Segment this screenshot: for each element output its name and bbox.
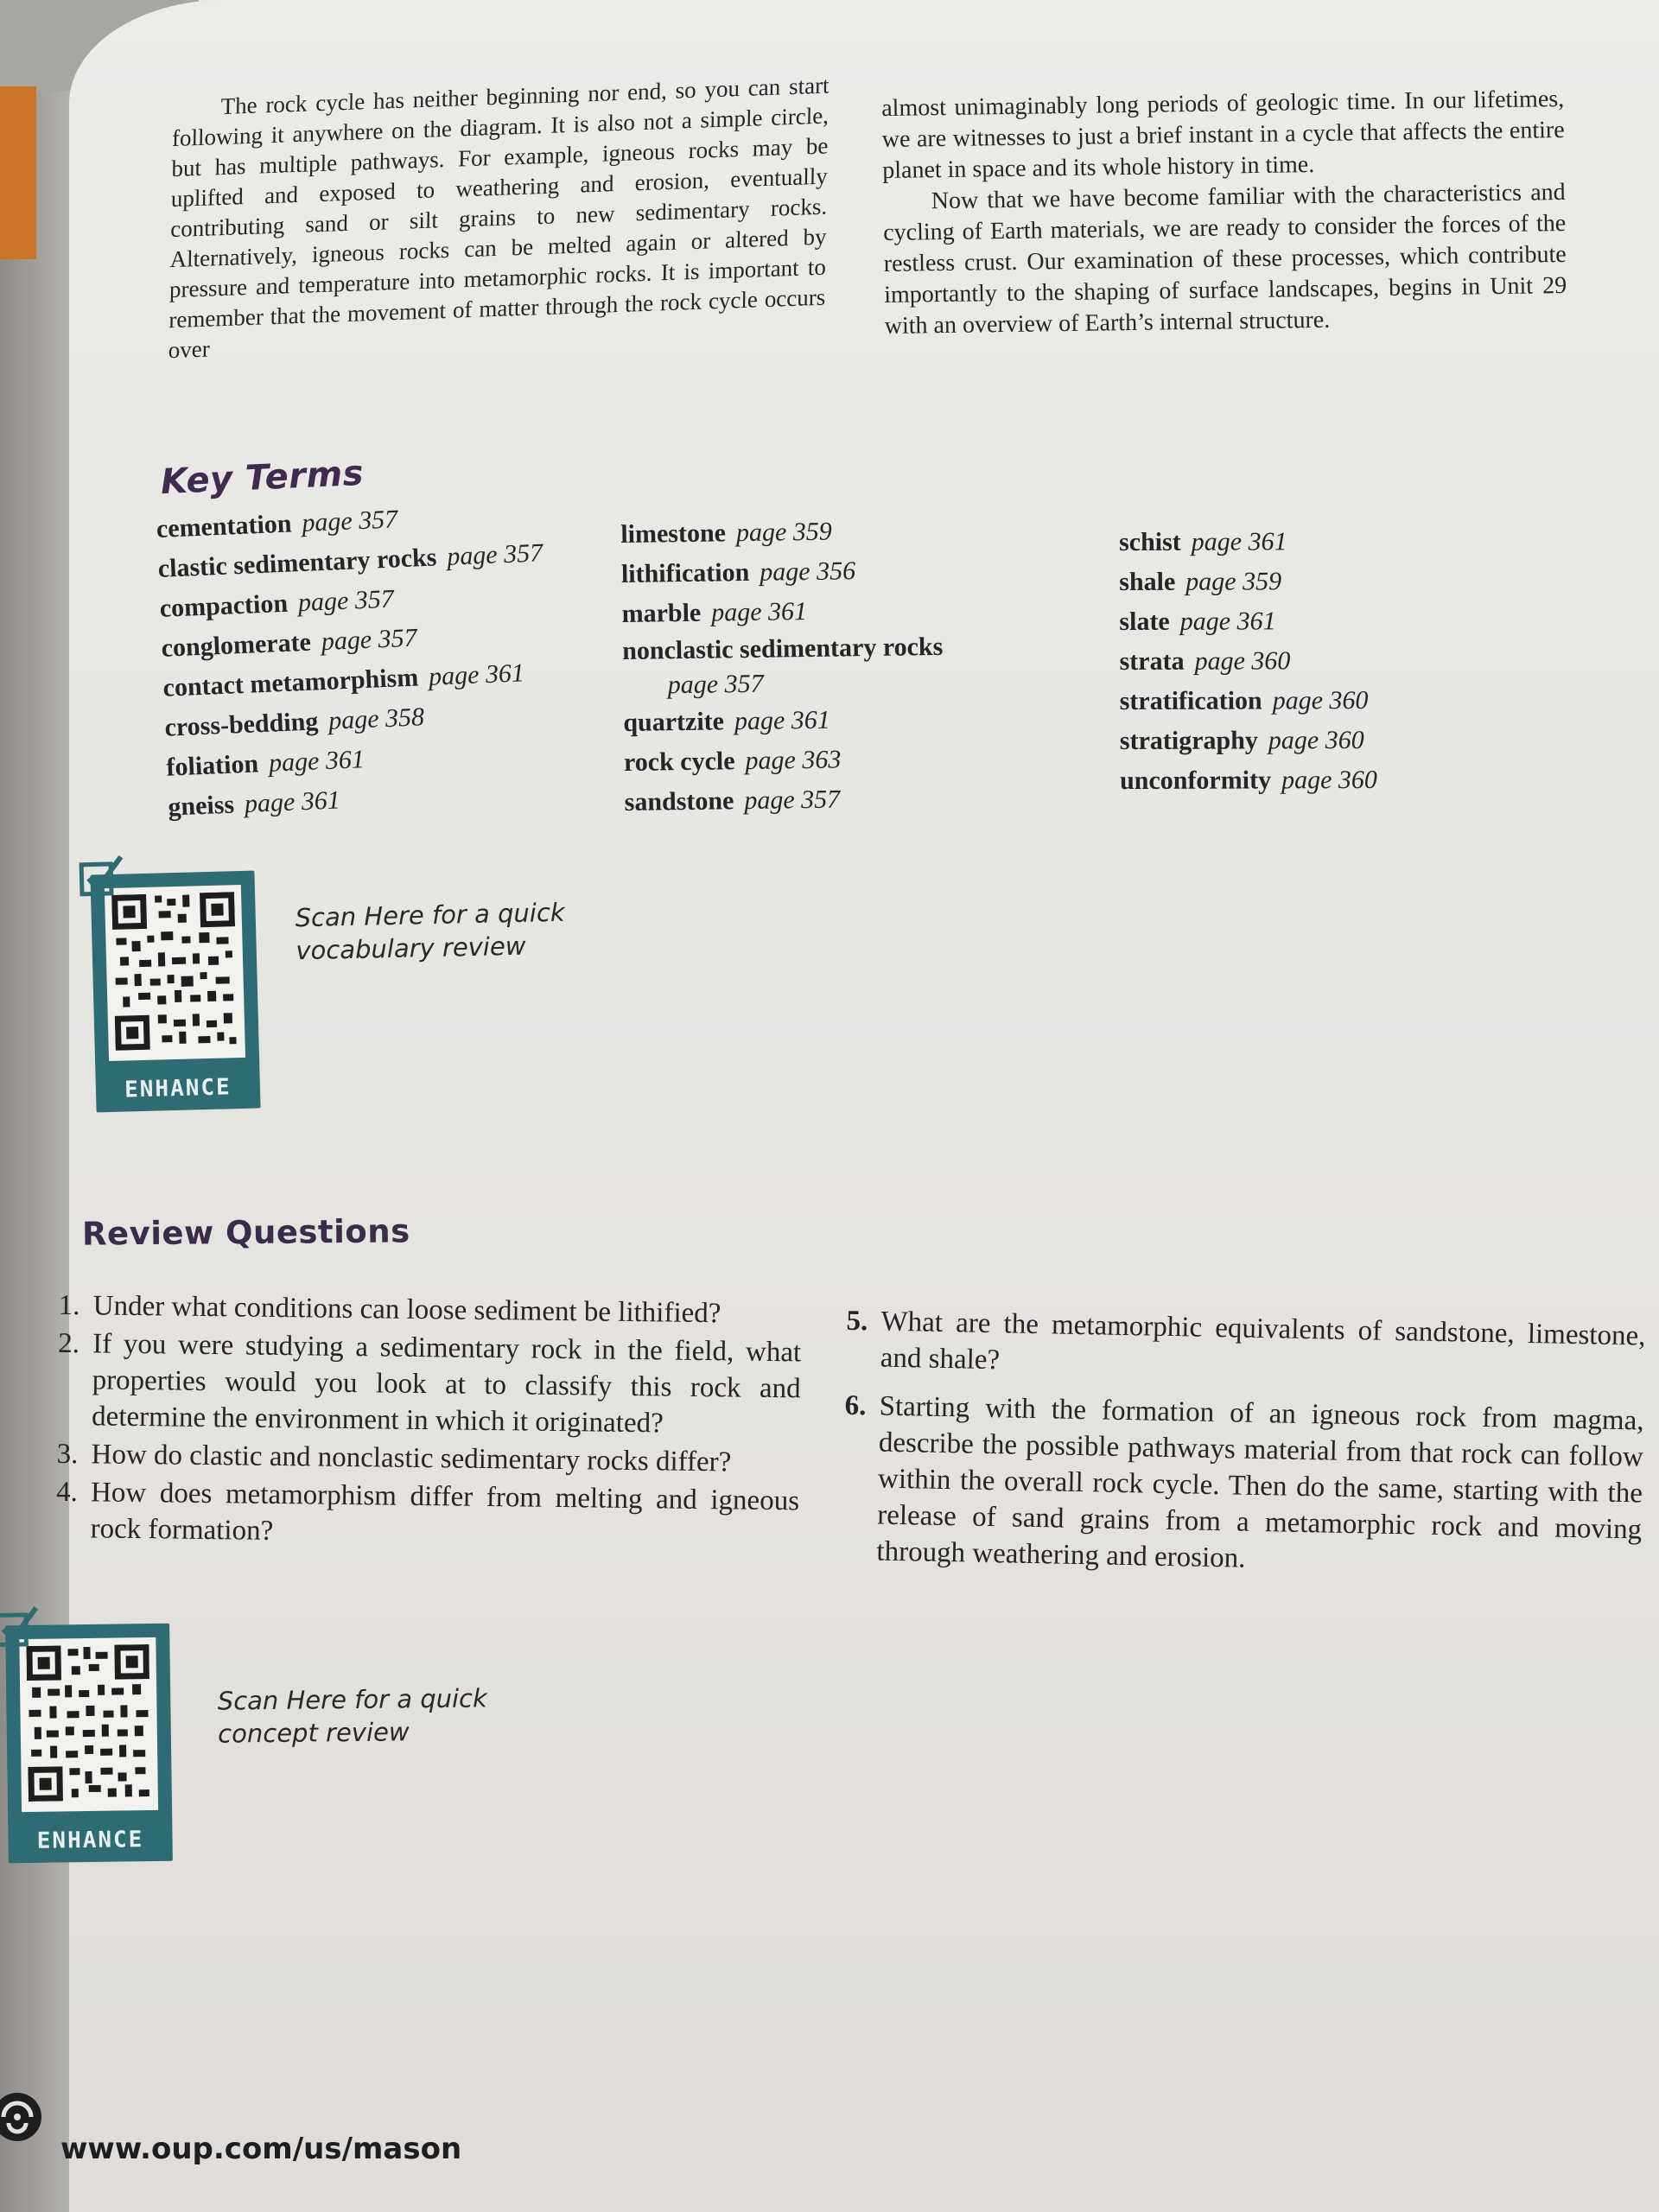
key-term: slate page 361 (1119, 607, 1276, 636)
intro-paragraph-right-1: almost unimaginably long periods of geologic time. In our lifetimes, we are witnesses to just a brief instant in a cycle that affects the entire planet in space and its whole history in time. (881, 85, 1565, 184)
review-question: 3. How do clastic and nonclastic sedimentary rocks differ? (56, 1438, 732, 1478)
review-questions-left (55, 1287, 802, 1557)
scan-caption-line: vocabulary review (296, 931, 526, 966)
key-term: cross-bedding page 358 (163, 702, 425, 742)
key-terms-column-2 (620, 511, 945, 823)
qr-code-icon[interactable] (105, 885, 245, 1061)
intro-right-column (881, 84, 1567, 342)
intro-paragraph-left: The rock cycle has neither beginning nor end, so you can start following it anywhere on the diagram. It is also not a simple circle, but has multiple pathways. For example, igneous rocks may be uplifted and exposed to weathering and erosion, eventually contributing sand or silt grains to new sedimentary rocks. Alternatively, igneous rocks can be melted again or altered by pressure and temperature into metamorphic rocks. It is important to remember that the movement of matter through the rock cycle occurs over (168, 72, 830, 364)
qr-code-icon[interactable] (19, 1637, 158, 1812)
key-term: foliation page 361 (165, 745, 365, 782)
concept-qr-frame (5, 1624, 173, 1864)
key-term: stratification page 360 (1119, 685, 1369, 715)
vocab-scan-caption (295, 896, 566, 968)
enhance-label: ENHANCE (124, 1074, 232, 1103)
qr-code-graphic (26, 1644, 150, 1802)
key-term: shale page 359 (1119, 567, 1282, 596)
review-question: 1. Under what conditions can loose sediment be lithified? (58, 1289, 721, 1330)
key-term: gneiss page 361 (167, 785, 341, 822)
key-term: marble page 361 (621, 596, 808, 628)
key-terms-heading: Key Terms (160, 453, 365, 503)
key-term: unconformity page 360 (1119, 765, 1377, 795)
review-question: 2. If you were studying a sedimentary rock in the field, what properties would you look at to classify this rock and determine the environment in which it originated? (57, 1327, 802, 1440)
enhance-label: ENHANCE (36, 1827, 144, 1854)
key-terms-column-3 (1119, 522, 1377, 801)
key-term: strata page 360 (1119, 646, 1291, 676)
concept-scan-caption (218, 1681, 488, 1750)
review-question: 5. What are the metamorphic equivalents of sandstone, limestone, and shale? (846, 1305, 1646, 1376)
footer-url[interactable]: www.oup.com/us/mason (60, 2132, 462, 2166)
chapter-tab (0, 86, 36, 259)
key-term: rock cycle page 363 (623, 745, 842, 777)
key-term: stratigraphy page 360 (1119, 726, 1364, 755)
key-term: schist page 361 (1119, 527, 1287, 556)
key-term: clastic sedimentary rocks page 357 (157, 538, 543, 583)
key-term: nonclastic sedimentary rocks page 357 (621, 632, 944, 700)
scan-caption-line: Scan Here for a quick (217, 1683, 488, 1716)
qr-code-graphic (111, 892, 238, 1051)
concept-qr-block[interactable] (5, 1624, 173, 1864)
key-term: lithification page 356 (620, 556, 856, 588)
key-terms-column-1 (156, 493, 554, 827)
key-term: quartzite page 361 (623, 705, 831, 737)
key-term: contact metamorphism page 361 (162, 658, 525, 702)
key-term: cementation page 357 (156, 505, 398, 543)
key-term: conglomerate page 357 (161, 623, 418, 663)
review-question: 6. Starting with the formation of an igneous rock from magma, describe the possible pathways material from that rock can follow within the overall rock cycle. Then do the same, starting with the release of sand grains from a metamorphic rock and moving through weathering and erosion. (844, 1389, 1644, 1574)
vocab-qr-frame (90, 871, 260, 1113)
checkmark-icon (78, 851, 127, 900)
scan-caption-line: concept review (218, 1717, 410, 1749)
key-term: sandstone page 357 (624, 785, 841, 817)
checkmark-icon (0, 1603, 42, 1652)
intro-left-column (168, 70, 830, 365)
review-question: 4. How does metamorphism differ from melting and igneous rock formation? (55, 1476, 800, 1547)
publisher-logo-icon (0, 2087, 52, 2147)
key-term: compaction page 357 (159, 584, 395, 623)
vocab-qr-block[interactable] (90, 871, 260, 1113)
review-questions-heading: Review Questions (81, 1212, 410, 1253)
key-term: limestone page 359 (620, 517, 832, 549)
intro-paragraph-right-2: Now that we have become familiar with the characteristics and cycling of Earth materials, we are ready to consider the forces of the restless crust. Our examination of these processes, which contribute importantly to the shaping of surface landscapes, begins in Unit 29 with an overview of Earth’s internal structure. (883, 178, 1567, 340)
scan-caption-line: Scan Here for a quick (295, 897, 565, 933)
review-questions-right (844, 1303, 1646, 1586)
